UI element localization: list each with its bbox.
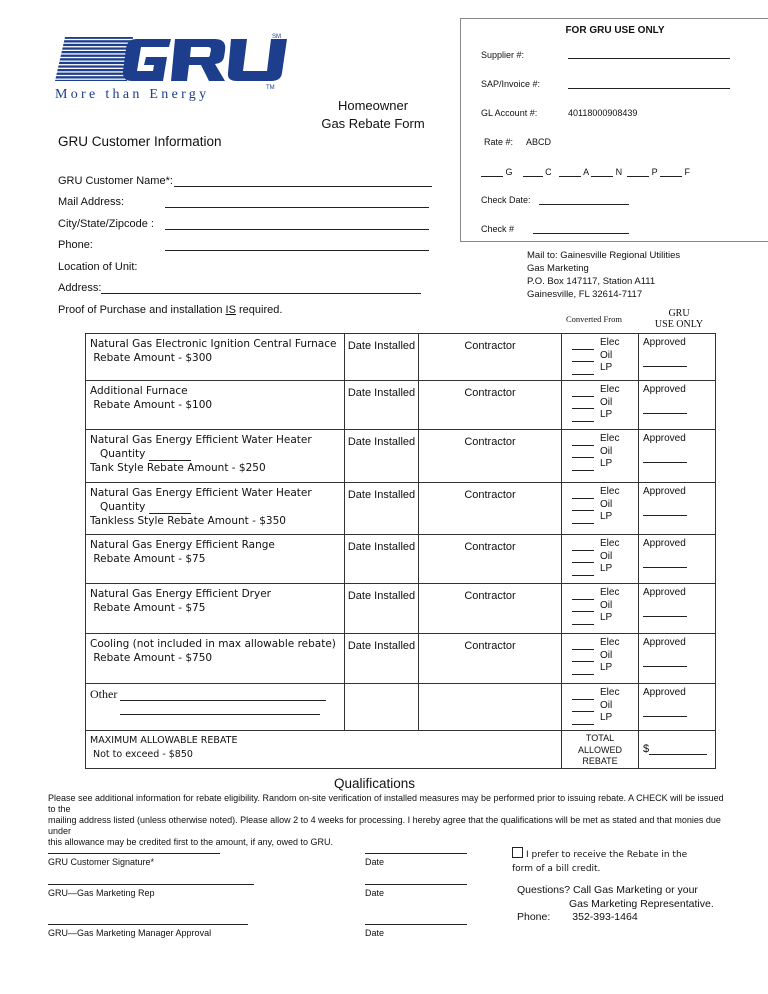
fuel-checkline[interactable] — [572, 461, 594, 471]
approved-field[interactable] — [643, 366, 687, 367]
approved-label: Approved — [643, 337, 686, 348]
approved-label: Approved — [643, 384, 686, 395]
questions-line2: Gas Marketing Representative. — [569, 897, 714, 910]
fuel-label: Elec — [600, 538, 620, 549]
fuel-label: Elec — [600, 433, 620, 444]
approved-cell — [639, 535, 716, 584]
rebate-item-cell — [86, 483, 345, 535]
fuel-label: LP — [600, 563, 613, 574]
rebate-item-name: Natural Gas Energy Efficient Water Heater — [90, 434, 312, 446]
fuel-checkline[interactable] — [572, 553, 594, 563]
rebate-table — [85, 333, 715, 769]
contractor-cell[interactable] — [419, 634, 562, 684]
mail-to-address — [527, 249, 680, 301]
proof-of-purchase-note — [58, 304, 282, 316]
customer-signature-label: GRU Customer Signature* — [48, 857, 155, 867]
fuel-checkline[interactable] — [572, 501, 594, 511]
code-a-field[interactable] — [559, 165, 581, 177]
rebate-item-cell — [86, 535, 345, 584]
rebate-item-cell — [86, 334, 345, 381]
max-rebate-label: MAXIMUM ALLOWABLE REBATE — [90, 735, 238, 746]
check-date-field[interactable] — [539, 204, 629, 205]
unit-address-field[interactable] — [101, 293, 421, 294]
converted-from-cell — [562, 334, 639, 381]
table-row — [86, 584, 716, 634]
fuel-checkline[interactable] — [572, 652, 594, 662]
manager-date-label: Date — [365, 928, 385, 938]
mail-address-label: Mail Address: — [58, 196, 125, 208]
max-blank-cell — [345, 731, 419, 769]
bill-credit-line1: I prefer to receive the Rebate in the — [526, 850, 688, 860]
table-row — [86, 334, 716, 381]
fuel-label: Oil — [600, 396, 613, 408]
fuel-label: LP — [600, 362, 613, 373]
questions-contact — [517, 884, 714, 925]
table-row — [86, 381, 716, 430]
fuel-checkline[interactable] — [572, 365, 594, 375]
date-installed-label: Date Installed — [347, 640, 416, 652]
customer-name-field[interactable] — [174, 186, 432, 187]
phone-field[interactable] — [165, 250, 429, 251]
rebate-item-name: Cooling (not included in max allowable rebate) — [90, 638, 336, 650]
form-title-line1: Homeowner — [337, 98, 409, 113]
gru-use-only-title: FOR GRU USE ONLY — [565, 25, 665, 36]
code-g-field[interactable] — [481, 165, 503, 177]
contractor-label: Contractor — [464, 541, 516, 553]
code-n-label: N — [615, 167, 623, 177]
sap-invoice-field[interactable] — [568, 88, 730, 89]
form-title — [318, 97, 428, 133]
qualifications-line2: mailing address listed (unless otherwise noted). Please allow 2 to 4 weeks for processing. I hereby agree that the qualifications will be met as stated and that monies due under — [48, 815, 721, 836]
contractor-cell[interactable] — [419, 483, 562, 535]
check-number-field[interactable] — [533, 233, 629, 234]
max-rebate-cell — [86, 731, 345, 769]
table-row — [86, 483, 716, 535]
gru-use-only-header — [652, 308, 706, 330]
phone-label: Phone: — [58, 239, 93, 251]
total-line1: TOTAL — [585, 733, 615, 743]
fuel-label: Elec — [600, 486, 620, 497]
sap-invoice-label: SAP/Invoice #: — [481, 79, 541, 89]
fuel-label: LP — [600, 458, 613, 469]
fuel-checkline[interactable] — [572, 514, 594, 524]
location-of-unit-label: Location of Unit: — [58, 261, 138, 273]
questions-line1: Questions? Call Gas Marketing or your — [517, 884, 698, 896]
approved-cell — [639, 584, 716, 634]
contractor-cell[interactable] — [419, 430, 562, 483]
fuel-checkline[interactable] — [572, 615, 594, 625]
logo-tagline: More than Energy — [55, 87, 210, 102]
total-line3: REBATE — [582, 756, 618, 766]
fuel-checkline[interactable] — [572, 489, 594, 499]
manager-signature-field[interactable] — [48, 924, 248, 925]
gl-account-value: 40118000908439 — [568, 108, 638, 118]
rate-value: ABCD — [526, 137, 552, 147]
rate-codes-row — [481, 165, 690, 177]
converted-from-header: Converted From — [566, 314, 622, 324]
code-a-label: A — [583, 167, 589, 177]
fuel-label: Elec — [600, 384, 620, 395]
rep-signature-label: GRU—Gas Marketing Rep — [48, 888, 155, 898]
quantity-field[interactable] — [149, 502, 191, 514]
code-f-label: F — [684, 167, 691, 177]
approved-label: Approved — [643, 587, 686, 598]
rebate-item-cell — [86, 634, 345, 684]
proof-text-post: required. — [235, 304, 283, 316]
fuel-checkline[interactable] — [572, 436, 594, 446]
dollar-sign: $ — [643, 743, 650, 755]
fuel-checkline[interactable] — [572, 590, 594, 600]
questions-phone-number: 352-393-1464 — [572, 911, 638, 923]
approved-cell — [639, 684, 716, 731]
date-installed-cell[interactable] — [345, 334, 419, 381]
approved-field[interactable] — [643, 567, 687, 568]
questions-phone-label: Phone: — [517, 911, 551, 923]
approved-field[interactable] — [643, 462, 687, 463]
contractor-label: Contractor — [464, 387, 516, 399]
fuel-label: LP — [600, 511, 613, 522]
fuel-checkline[interactable] — [572, 387, 594, 397]
rebate-amount: Tank Style Rebate Amount - $250 — [90, 462, 266, 474]
approved-field[interactable] — [643, 413, 687, 414]
fuel-label: Oil — [600, 699, 613, 711]
rebate-item-name: Natural Gas Energy Efficient Dryer — [90, 588, 271, 600]
date-installed-label: Date Installed — [347, 489, 416, 501]
gl-account-label: GL Account #: — [481, 108, 538, 118]
customer-info-title: GRU Customer Information — [58, 134, 222, 149]
approved-cell — [639, 483, 716, 535]
rate-label: Rate #: — [484, 137, 514, 147]
contractor-label: Contractor — [464, 640, 516, 652]
code-p-field[interactable] — [627, 165, 649, 177]
rep-date-field[interactable] — [365, 884, 467, 885]
bill-credit-checkbox[interactable] — [512, 847, 523, 858]
total-amount-cell[interactable] — [639, 731, 716, 769]
fuel-checkline[interactable] — [572, 340, 594, 350]
mail-address-field[interactable] — [165, 207, 429, 208]
fuel-checkline[interactable] — [572, 566, 594, 576]
rebate-item-name: Natural Gas Energy Efficient Range — [90, 539, 275, 551]
date-installed-label: Date Installed — [347, 590, 416, 602]
code-g-label: G — [505, 167, 513, 177]
max-blank-cell — [419, 731, 562, 769]
gru-header-line1: GRU — [668, 308, 690, 319]
customer-name-label: GRU Customer Name*: — [58, 175, 173, 187]
approved-field[interactable] — [643, 616, 687, 617]
converted-from-cell — [562, 584, 639, 634]
gru-header-line2: USE ONLY — [654, 319, 704, 330]
date-installed-label: Date Installed — [347, 340, 416, 352]
contractor-label: Contractor — [464, 590, 516, 602]
code-f-field[interactable] — [660, 165, 682, 177]
fuel-label: LP — [600, 662, 613, 673]
other-field-2[interactable] — [120, 703, 320, 715]
fuel-checkline[interactable] — [572, 665, 594, 675]
date-installed-label: Date Installed — [347, 541, 416, 553]
fuel-checkline[interactable] — [572, 399, 594, 409]
contractor-label: Contractor — [464, 436, 516, 448]
fuel-checkline[interactable] — [572, 602, 594, 612]
city-state-zip-label: City/State/Zipcode : — [58, 218, 154, 230]
approved-field[interactable] — [643, 716, 687, 717]
mail-to-line1: Mail to: Gainesville Regional Utilities — [527, 250, 681, 261]
check-date-label: Check Date: — [481, 195, 531, 205]
proof-text-is: IS — [225, 304, 236, 316]
converted-from-cell — [562, 483, 639, 535]
form-title-line2: Gas Rebate Form — [321, 116, 425, 131]
contractor-cell[interactable] — [419, 381, 562, 430]
date-installed-cell[interactable] — [345, 584, 419, 634]
fuel-label: LP — [600, 612, 613, 623]
approved-field[interactable] — [643, 515, 687, 516]
date-installed-cell[interactable] — [345, 483, 419, 535]
approved-field[interactable] — [643, 666, 687, 667]
date-installed-cell[interactable] — [345, 430, 419, 483]
quantity-field[interactable] — [149, 449, 191, 461]
logo-servicemark: SM — [272, 34, 281, 40]
table-row-other — [86, 684, 716, 731]
converted-from-cell — [562, 381, 639, 430]
fuel-label: Elec — [600, 587, 620, 598]
customer-date-label: Date — [365, 857, 385, 867]
other-item-cell — [86, 684, 345, 731]
code-c-label: C — [545, 167, 552, 177]
fuel-label: Oil — [600, 599, 613, 611]
fuel-label: Elec — [600, 337, 620, 348]
code-p-label: P — [651, 167, 658, 177]
bill-credit-line2: form of a bill credit. — [512, 864, 601, 874]
fuel-label: LP — [600, 409, 613, 420]
rebate-item-cell — [86, 381, 345, 430]
rebate-amount: Rebate Amount - $300 — [90, 352, 213, 364]
fuel-label: Oil — [600, 550, 613, 562]
approved-label: Approved — [643, 486, 686, 497]
mail-to-line3: P.O. Box 147117, Station A111 — [527, 276, 656, 287]
fuel-checkline[interactable] — [572, 541, 594, 551]
quantity-label: Quantity — [100, 501, 146, 513]
rebate-amount: Rebate Amount - $750 — [90, 652, 213, 664]
contractor-cell[interactable] — [419, 584, 562, 634]
rebate-item-name: Natural Gas Electronic Ignition Central Furnace — [90, 338, 337, 350]
code-n-field[interactable] — [591, 165, 613, 177]
approved-cell — [639, 334, 716, 381]
check-number-label: Check # — [481, 224, 515, 234]
proof-text-pre: Proof of Purchase and installation — [58, 304, 226, 316]
rebate-item-name: Natural Gas Energy Efficient Water Heater — [90, 487, 312, 499]
other-contractor-cell[interactable] — [419, 684, 562, 731]
approved-cell — [639, 381, 716, 430]
fuel-label: Elec — [600, 637, 620, 648]
rebate-amount: Rebate Amount - $75 — [90, 602, 206, 614]
logo-trademark: TM — [266, 85, 275, 91]
fuel-checkline[interactable] — [572, 412, 594, 422]
approved-label: Approved — [643, 433, 686, 444]
mail-to-line2: Gas Marketing — [527, 263, 589, 274]
converted-from-cell — [562, 535, 639, 584]
fuel-label: Oil — [600, 649, 613, 661]
rebate-amount: Tankless Style Rebate Amount - $350 — [90, 515, 286, 527]
address-label: Address: — [58, 282, 102, 294]
rebate-amount: Rebate Amount - $75 — [90, 553, 206, 565]
converted-from-cell — [562, 684, 639, 731]
fuel-checkline[interactable] — [572, 715, 594, 725]
customer-date-field[interactable] — [365, 853, 467, 854]
supplier-label: Supplier #: — [481, 50, 525, 60]
fuel-checkline[interactable] — [572, 702, 594, 712]
total-amount-field[interactable] — [649, 743, 707, 755]
fuel-checkline[interactable] — [572, 690, 594, 700]
other-date-cell[interactable] — [345, 684, 419, 731]
other-field-1[interactable] — [120, 689, 326, 701]
table-row — [86, 634, 716, 684]
approved-label: Approved — [643, 637, 686, 648]
approved-cell — [639, 430, 716, 483]
fuel-label: Oil — [600, 349, 613, 361]
city-state-zip-field[interactable] — [165, 229, 429, 230]
mail-to-line4: Gainesville, FL 32614-7117 — [527, 289, 643, 300]
rebate-amount: Rebate Amount - $100 — [90, 399, 213, 411]
converted-from-cell — [562, 430, 639, 483]
table-row — [86, 430, 716, 483]
contractor-cell[interactable] — [419, 334, 562, 381]
quantity-label: Quantity — [100, 448, 146, 460]
table-row-max — [86, 731, 716, 769]
date-installed-cell[interactable] — [345, 381, 419, 430]
manager-date-field[interactable] — [365, 924, 467, 925]
fuel-label: LP — [600, 712, 613, 723]
date-installed-label: Date Installed — [347, 387, 416, 399]
qualifications-line1: Please see additional information for rebate eligibility. Random on-site verification of installed measures may be performed prior to issuing rebate. A CHECK will be issued to the — [48, 793, 724, 814]
customer-signature-field[interactable] — [48, 853, 220, 854]
total-line2: ALLOWED — [577, 744, 622, 755]
approved-cell — [639, 634, 716, 684]
date-installed-cell[interactable] — [345, 535, 419, 584]
bill-credit-option — [512, 847, 687, 876]
other-label: Other — [90, 687, 118, 701]
converted-from-cell — [562, 634, 639, 684]
fuel-label: Elec — [600, 687, 620, 698]
date-installed-cell[interactable] — [345, 634, 419, 684]
qualifications-title: Qualifications — [334, 776, 416, 791]
approved-label: Approved — [643, 687, 686, 698]
rep-signature-field[interactable] — [48, 884, 254, 885]
supplier-field[interactable] — [568, 58, 730, 59]
total-allowed-cell — [562, 731, 639, 769]
rebate-item-cell — [86, 430, 345, 483]
fuel-label: Oil — [600, 445, 613, 457]
fuel-checkline[interactable] — [572, 448, 594, 458]
date-installed-label: Date Installed — [347, 436, 416, 448]
rebate-item-cell — [86, 584, 345, 634]
code-c-field[interactable] — [523, 165, 543, 177]
fuel-checkline[interactable] — [572, 640, 594, 650]
contractor-cell[interactable] — [419, 535, 562, 584]
approved-label: Approved — [643, 538, 686, 549]
fuel-label: Oil — [600, 498, 613, 510]
qualifications-line3: this allowance may be credited first to the amount, if any, owed to GRU. — [48, 837, 333, 847]
table-row — [86, 535, 716, 584]
fuel-checkline[interactable] — [572, 352, 594, 362]
contractor-label: Contractor — [464, 489, 516, 501]
rep-date-label: Date — [365, 888, 385, 898]
contractor-label: Contractor — [464, 340, 516, 352]
max-rebate-sub: Not to exceed - $850 — [93, 749, 193, 760]
manager-approval-label: GRU—Gas Marketing Manager Approval — [48, 928, 212, 938]
qualifications-text — [48, 793, 728, 848]
rebate-item-name: Additional Furnace — [90, 385, 188, 397]
